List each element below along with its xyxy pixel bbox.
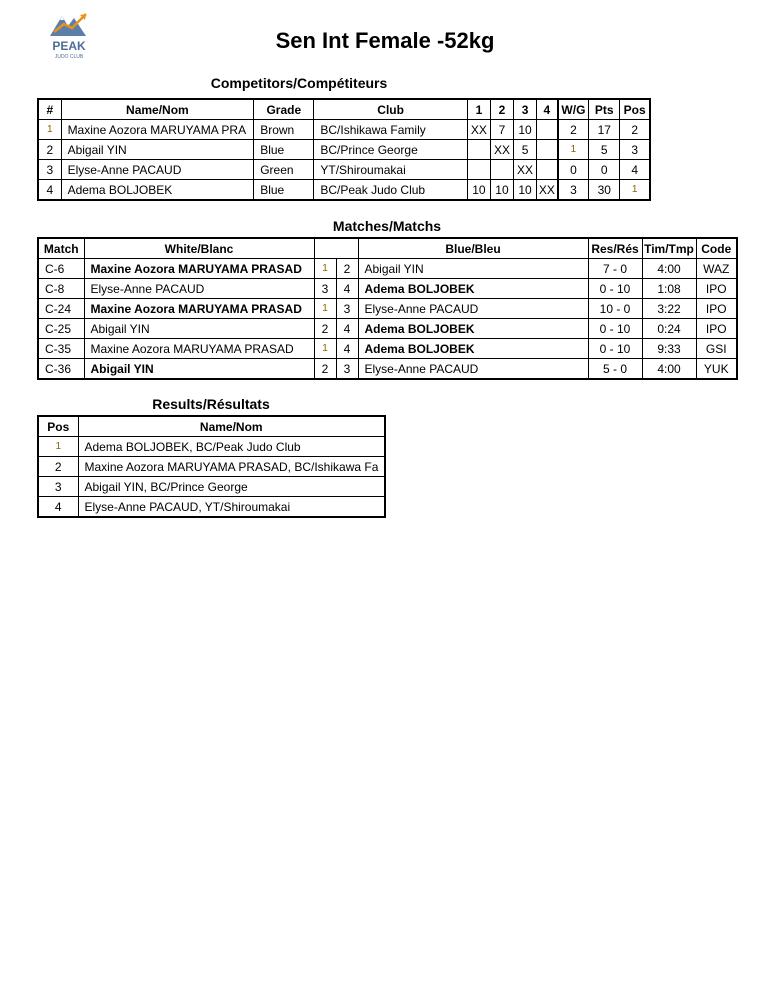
club-cell: BC/Prince George bbox=[314, 140, 468, 160]
score-cell: 10 bbox=[514, 180, 537, 201]
result-cell: 0 - 10 bbox=[588, 279, 642, 299]
time-cell: 0:24 bbox=[642, 319, 696, 339]
name-cell: Maxine Aozora MARUYAMA PRA bbox=[61, 120, 254, 140]
grade-cell: Blue bbox=[254, 180, 314, 201]
score-cell bbox=[467, 160, 490, 180]
name-cell: Abigail YIN bbox=[61, 140, 254, 160]
white-number-cell: 2 bbox=[314, 319, 336, 339]
position-cell: 4 bbox=[620, 160, 650, 180]
header-cell: Pos bbox=[38, 416, 78, 437]
points-cell: 0 bbox=[589, 160, 620, 180]
score-cell: XX bbox=[514, 160, 537, 180]
time-cell: 9:33 bbox=[642, 339, 696, 359]
table-row bbox=[38, 477, 385, 497]
white-number-cell: 1 bbox=[314, 299, 336, 319]
score-cell: 10 bbox=[490, 180, 513, 201]
table-row bbox=[38, 359, 737, 380]
match-id-cell: C-35 bbox=[38, 339, 84, 359]
header-cell: Grade bbox=[254, 99, 314, 120]
position-cell: 2 bbox=[38, 457, 78, 477]
header-cell: Code bbox=[696, 238, 737, 259]
points-cell: 30 bbox=[589, 180, 620, 201]
result-cell: 10 - 0 bbox=[588, 299, 642, 319]
result-cell: 0 - 10 bbox=[588, 339, 642, 359]
white-player-cell: Elyse-Anne PACAUD bbox=[84, 279, 314, 299]
points-cell: 17 bbox=[589, 120, 620, 140]
score-cell: XX bbox=[537, 180, 558, 201]
results-header-row bbox=[38, 416, 385, 437]
header-cell: Club bbox=[314, 99, 468, 120]
grade-cell: Blue bbox=[254, 140, 314, 160]
blue-number-cell: 2 bbox=[336, 259, 358, 279]
white-number-cell: 1 bbox=[314, 259, 336, 279]
match-id-cell: C-24 bbox=[38, 299, 84, 319]
results-heading: Results/Résultats bbox=[152, 396, 270, 412]
matches-heading: Matches/Matchs bbox=[332, 218, 442, 234]
score-cell bbox=[490, 160, 513, 180]
white-number-cell: 2 bbox=[314, 359, 336, 380]
header-cell: Blue/Bleu bbox=[358, 238, 588, 259]
blue-number-cell: 3 bbox=[336, 299, 358, 319]
header-cell: # bbox=[38, 99, 61, 120]
result-cell: 7 - 0 bbox=[588, 259, 642, 279]
match-id-cell: C-36 bbox=[38, 359, 84, 380]
code-cell: YUK bbox=[696, 359, 737, 380]
position-cell: 1 bbox=[620, 180, 650, 201]
header-cell: Res/Rés bbox=[588, 238, 642, 259]
number-cell: 4 bbox=[38, 180, 61, 201]
score-cell: 5 bbox=[514, 140, 537, 160]
code-cell: IPO bbox=[696, 279, 737, 299]
club-cell: BC/Ishikawa Family bbox=[314, 120, 468, 140]
grade-cell: Brown bbox=[254, 120, 314, 140]
match-id-cell: C-25 bbox=[38, 319, 84, 339]
points-cell: 5 bbox=[589, 140, 620, 160]
page-title: Sen Int Female -52kg bbox=[275, 28, 495, 53]
score-cell: XX bbox=[467, 120, 490, 140]
code-cell: WAZ bbox=[696, 259, 737, 279]
table-row bbox=[38, 457, 385, 477]
table-row bbox=[38, 140, 650, 160]
blue-player-cell: Elyse-Anne PACAUD bbox=[358, 359, 588, 380]
table-row bbox=[38, 120, 650, 140]
time-cell: 4:00 bbox=[642, 259, 696, 279]
table-row bbox=[38, 299, 737, 319]
table-row bbox=[38, 259, 737, 279]
result-name-cell: Abigail YIN, BC/Prince George bbox=[78, 477, 385, 497]
position-cell: 3 bbox=[38, 477, 78, 497]
time-cell: 3:22 bbox=[642, 299, 696, 319]
grade-cell: Green bbox=[254, 160, 314, 180]
header-cell: 4 bbox=[537, 99, 558, 120]
wins-cell: 0 bbox=[558, 160, 589, 180]
header-cell: Match bbox=[38, 238, 84, 259]
header-cell: Pts bbox=[589, 99, 620, 120]
result-name-cell: Adema BOLJOBEK, BC/Peak Judo Club bbox=[78, 437, 385, 457]
position-cell: 4 bbox=[38, 497, 78, 518]
white-player-cell: Maxine Aozora MARUYAMA PRASAD bbox=[84, 339, 314, 359]
white-player-cell: Abigail YIN bbox=[84, 319, 314, 339]
result-cell: 0 - 10 bbox=[588, 319, 642, 339]
time-cell: 4:00 bbox=[642, 359, 696, 380]
score-cell: 7 bbox=[490, 120, 513, 140]
white-player-cell: Maxine Aozora MARUYAMA PRASAD bbox=[84, 259, 314, 279]
time-cell: 1:08 bbox=[642, 279, 696, 299]
header-cell bbox=[314, 238, 358, 259]
results-table bbox=[37, 415, 386, 518]
white-number-cell: 1 bbox=[314, 339, 336, 359]
table-row bbox=[38, 160, 650, 180]
blue-player-cell: Elyse-Anne PACAUD bbox=[358, 299, 588, 319]
name-cell: Adema BOLJOBEK bbox=[61, 180, 254, 201]
code-cell: GSI bbox=[696, 339, 737, 359]
white-player-cell: Abigail YIN bbox=[84, 359, 314, 380]
white-player-cell: Maxine Aozora MARUYAMA PRASAD bbox=[84, 299, 314, 319]
blue-player-cell: Adema BOLJOBEK bbox=[358, 319, 588, 339]
table-row bbox=[38, 339, 737, 359]
table-row bbox=[38, 279, 737, 299]
score-cell bbox=[537, 120, 558, 140]
result-name-cell: Elyse-Anne PACAUD, YT/Shiroumakai bbox=[78, 497, 385, 518]
number-cell: 3 bbox=[38, 160, 61, 180]
blue-number-cell: 4 bbox=[336, 319, 358, 339]
score-cell bbox=[537, 140, 558, 160]
table-row bbox=[38, 497, 385, 518]
match-id-cell: C-6 bbox=[38, 259, 84, 279]
table-row bbox=[38, 180, 650, 201]
white-number-cell: 3 bbox=[314, 279, 336, 299]
position-cell: 3 bbox=[620, 140, 650, 160]
header-cell: Pos bbox=[620, 99, 650, 120]
header-cell: White/Blanc bbox=[84, 238, 314, 259]
result-name-cell: Maxine Aozora MARUYAMA PRASAD, BC/Ishikawa Fa bbox=[78, 457, 385, 477]
competitors-header-row bbox=[38, 99, 650, 120]
header-cell: 2 bbox=[490, 99, 513, 120]
score-cell bbox=[537, 160, 558, 180]
code-cell: IPO bbox=[696, 319, 737, 339]
table-row bbox=[38, 319, 737, 339]
logo-subtext: JUDO CLUB bbox=[54, 54, 84, 60]
logo-text: PEAK bbox=[52, 39, 86, 53]
blue-player-cell: Adema BOLJOBEK bbox=[358, 279, 588, 299]
number-cell: 1 bbox=[38, 120, 61, 140]
club-cell: BC/Peak Judo Club bbox=[314, 180, 468, 201]
position-cell: 2 bbox=[620, 120, 650, 140]
header-cell: 1 bbox=[467, 99, 490, 120]
blue-number-cell: 4 bbox=[336, 279, 358, 299]
club-cell: YT/Shiroumakai bbox=[314, 160, 468, 180]
matches-header-row bbox=[38, 238, 737, 259]
header-cell: Tim/Tmp bbox=[642, 238, 696, 259]
wins-cell: 2 bbox=[558, 120, 589, 140]
table-row bbox=[38, 437, 385, 457]
header-cell: 3 bbox=[514, 99, 537, 120]
competitors-table bbox=[37, 98, 651, 201]
result-cell: 5 - 0 bbox=[588, 359, 642, 380]
score-cell: 10 bbox=[514, 120, 537, 140]
header-cell: W/G bbox=[558, 99, 589, 120]
blue-number-cell: 3 bbox=[336, 359, 358, 380]
matches-table bbox=[37, 237, 738, 380]
score-cell bbox=[467, 140, 490, 160]
code-cell: IPO bbox=[696, 299, 737, 319]
position-cell: 1 bbox=[38, 437, 78, 457]
blue-player-cell: Adema BOLJOBEK bbox=[358, 339, 588, 359]
blue-player-cell: Abigail YIN bbox=[358, 259, 588, 279]
match-id-cell: C-8 bbox=[38, 279, 84, 299]
wins-cell: 3 bbox=[558, 180, 589, 201]
score-cell: XX bbox=[490, 140, 513, 160]
name-cell: Elyse-Anne PACAUD bbox=[61, 160, 254, 180]
number-cell: 2 bbox=[38, 140, 61, 160]
header-cell: Name/Nom bbox=[78, 416, 385, 437]
blue-number-cell: 4 bbox=[336, 339, 358, 359]
score-cell: 10 bbox=[467, 180, 490, 201]
competitors-heading: Competitors/Compétiteurs bbox=[210, 75, 388, 91]
wins-cell: 1 bbox=[558, 140, 589, 160]
header-cell: Name/Nom bbox=[61, 99, 254, 120]
